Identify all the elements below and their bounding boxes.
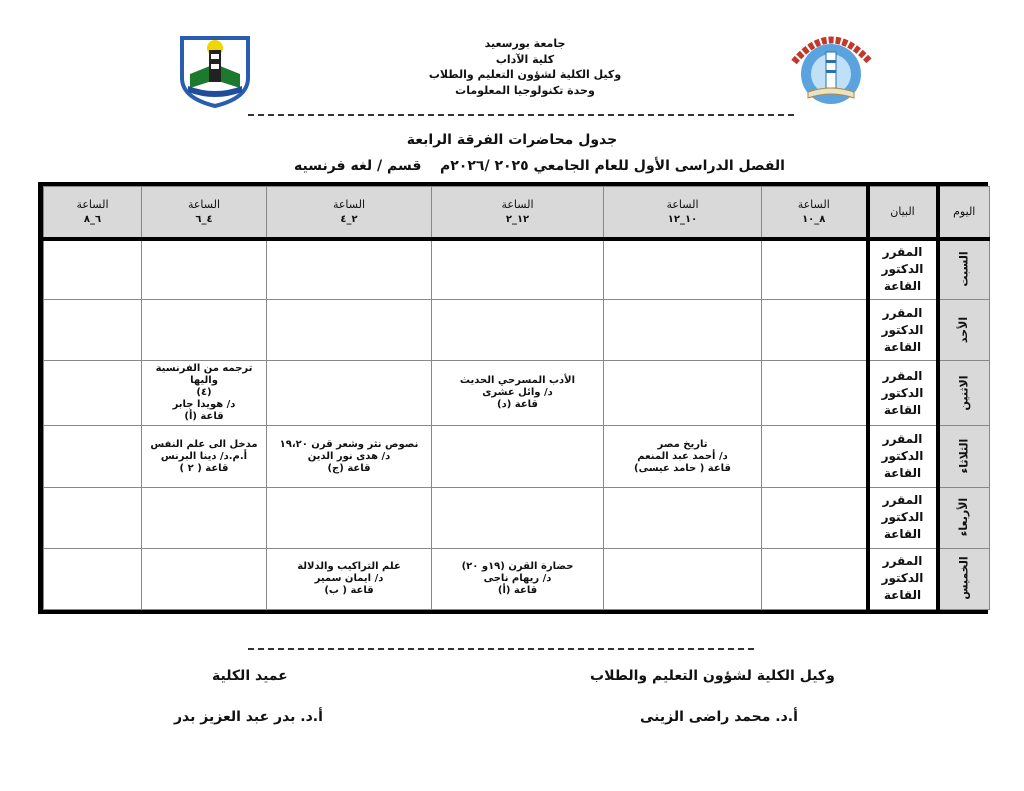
empty-slot-cell (267, 361, 432, 426)
row-label: القاعة (883, 279, 922, 294)
faculty-logo (786, 22, 876, 110)
slot-header (432, 187, 604, 239)
empty-slot-cell (604, 300, 762, 361)
row-labels-cell (868, 487, 938, 548)
lecture-cell (142, 361, 267, 426)
term-subtitle: الفصل الدراسى الأول للعام الجامعي ٢٠٢٥ /٢٠٢٦م (440, 158, 785, 174)
empty-slot-cell (267, 300, 432, 361)
slot-hours: ٢_٤ (340, 213, 358, 225)
lecture-cell (432, 548, 604, 609)
row-label: الدكتور (881, 262, 924, 277)
lecture-line: مدخل الى علم النفس (150, 438, 258, 450)
lecture-line: (٤) (196, 387, 212, 399)
lecture-line: الأدب المسرحي الحديث (459, 375, 576, 387)
day-cell (938, 361, 990, 426)
slot-header (267, 187, 432, 239)
row-label: القاعة (883, 466, 922, 481)
schedule-row (44, 426, 990, 487)
empty-slot-cell (762, 300, 868, 361)
empty-slot-cell (432, 300, 604, 361)
empty-slot-cell (432, 426, 604, 487)
lecture-line: د/ هويدا جابر (172, 399, 236, 411)
empty-slot-cell (762, 548, 868, 609)
faculty-name: كلية الآداب (495, 52, 555, 66)
row-label: الدكتور (881, 385, 924, 400)
vice-dean-title: وكيل الكلية لشؤون التعليم والطلاب (590, 668, 835, 684)
office-name: وكيل الكلية لشؤون التعليم والطلاب (428, 68, 622, 81)
university-logo (176, 34, 254, 108)
university-shield-icon (176, 34, 254, 108)
row-label: المقرر (882, 554, 923, 569)
empty-slot-cell (432, 487, 604, 548)
schedule-header-row (44, 187, 990, 239)
slot-hours: ٤_٦ (195, 213, 213, 225)
empty-slot-cell (267, 239, 432, 300)
lecture-line: قاعة ( ٢ ) (179, 462, 229, 474)
row-label: القاعة (883, 527, 922, 542)
lecture-line: قاعة (د) (497, 399, 538, 411)
day-cell (938, 426, 990, 487)
row-label: المقرر (882, 432, 923, 447)
lecture-cell (267, 426, 432, 487)
schedule-row (44, 300, 990, 361)
lecture-line: علم التراكيب والدلالة (297, 560, 401, 572)
schedule-row (44, 487, 990, 548)
empty-slot-cell (142, 487, 267, 548)
empty-slot-cell (604, 548, 762, 609)
lecture-line: د/ ريهام ناجى (483, 572, 552, 584)
institution-header (400, 36, 650, 98)
empty-slot-cell (44, 548, 142, 609)
slot-hours: ٨_١٠ (802, 213, 826, 225)
slot-header (44, 187, 142, 239)
divider-bottom (248, 648, 754, 650)
schedule-table-frame (38, 182, 988, 614)
lecture-line: د/ هدى نور الدين (307, 450, 391, 462)
lecture-line: نصوص نثر وشعر قرن ١٩،٢٠ (279, 438, 419, 450)
empty-slot-cell (762, 361, 868, 426)
department-subtitle: قسم / لغه فرنسيه (294, 158, 422, 174)
lecture-line: د/ ايمان سمير (314, 572, 384, 584)
empty-slot-cell (604, 487, 762, 548)
lecture-line: قاعة (أ) (497, 584, 538, 596)
empty-slot-cell (44, 487, 142, 548)
dean-name: أ.د. بدر عبد العزيز بدر (174, 709, 323, 725)
vice-dean-name: أ.د. محمد راضى الزينى (640, 709, 798, 725)
row-label: القاعة (883, 339, 922, 354)
row-labels-cell (868, 300, 938, 361)
day-cell (938, 239, 990, 300)
page-title: جدول محاضرات الفرقة الرابعة (406, 132, 618, 148)
row-label: الدكتور (881, 571, 924, 586)
row-labels-cell (868, 361, 938, 426)
slot-label: الساعة (501, 197, 534, 211)
empty-slot-cell (142, 300, 267, 361)
day-name: الخميس (957, 556, 971, 601)
slot-hours: ١٢_٢ (505, 213, 530, 225)
empty-slot-cell (762, 426, 868, 487)
row-labels-cell (868, 548, 938, 609)
lecture-cell (142, 426, 267, 487)
slot-hours: ١٠_١٢ (667, 213, 698, 225)
divider-top (248, 114, 794, 116)
day-name: الأربعاء (957, 498, 971, 537)
lecture-line: ترجمه من الفرنسية واليها (155, 363, 253, 387)
empty-slot-cell (604, 361, 762, 426)
day-cell (938, 487, 990, 548)
university-name: جامعة بورسعيد (484, 37, 566, 50)
lecture-line: قاعة (ج) (327, 462, 371, 474)
row-labels-cell (868, 426, 938, 487)
day-name: الثلاثاء (957, 438, 971, 474)
day-name: الاثنين (957, 375, 971, 411)
row-label: المقرر (882, 493, 923, 508)
row-label: المقرر (882, 368, 923, 383)
slot-hours: ٦_٨ (83, 213, 102, 225)
schedule-row (44, 361, 990, 426)
label-column-header: البيان (868, 187, 938, 239)
lecture-cell (604, 426, 762, 487)
empty-slot-cell (267, 487, 432, 548)
slot-label: الساعة (797, 197, 830, 211)
lecture-line: د/ وائل عشرى (482, 387, 553, 399)
lecture-line: قاعة (أ) (184, 411, 224, 423)
empty-slot-cell (762, 239, 868, 300)
day-cell (938, 300, 990, 361)
lecture-line: قاعة ( حامد عيسى) (634, 462, 731, 474)
lighthouse-emblem-icon (786, 22, 876, 110)
lecture-line: د/ أحمد عبد المنعم (637, 450, 728, 462)
lecture-line: تاريخ مصر (657, 438, 708, 450)
row-labels-cell (868, 239, 938, 300)
empty-slot-cell (44, 361, 142, 426)
day-cell (938, 548, 990, 609)
schedule-table (43, 186, 990, 610)
empty-slot-cell (44, 239, 142, 300)
empty-slot-cell (142, 239, 267, 300)
lecture-line: حضارة القرن (١٩و ٢٠) (461, 560, 574, 572)
day-name: الأحد (957, 316, 971, 343)
slot-label: الساعة (666, 197, 699, 211)
lecture-cell (267, 548, 432, 609)
slot-label: الساعة (76, 197, 109, 211)
row-label: المقرر (882, 245, 923, 260)
day-column-header: اليوم (938, 187, 990, 239)
lecture-line: قاعة ( ب) (324, 584, 374, 596)
dean-title: عميد الكلية (212, 668, 288, 684)
row-label: المقرر (882, 305, 923, 320)
day-name: السبت (957, 251, 971, 287)
empty-slot-cell (762, 487, 868, 548)
lecture-cell (432, 361, 604, 426)
empty-slot-cell (604, 239, 762, 300)
slot-header (604, 187, 762, 239)
schedule-row (44, 548, 990, 609)
row-label: الدكتور (881, 449, 924, 464)
slot-label: الساعة (187, 197, 221, 211)
row-label: القاعة (883, 588, 922, 603)
empty-slot-cell (44, 300, 142, 361)
empty-slot-cell (142, 548, 267, 609)
slot-label: الساعة (332, 197, 366, 211)
unit-name: وحدة تكنولوجيا المعلومات (455, 83, 595, 97)
lecture-line: أ.م.د/ دينا البرنس (160, 450, 248, 462)
row-label: الدكتور (881, 322, 924, 337)
row-label: القاعة (883, 402, 922, 417)
row-label: الدكتور (881, 510, 924, 525)
schedule-row (44, 239, 990, 300)
empty-slot-cell (432, 239, 604, 300)
slot-header (762, 187, 868, 239)
slot-header (142, 187, 267, 239)
empty-slot-cell (44, 426, 142, 487)
